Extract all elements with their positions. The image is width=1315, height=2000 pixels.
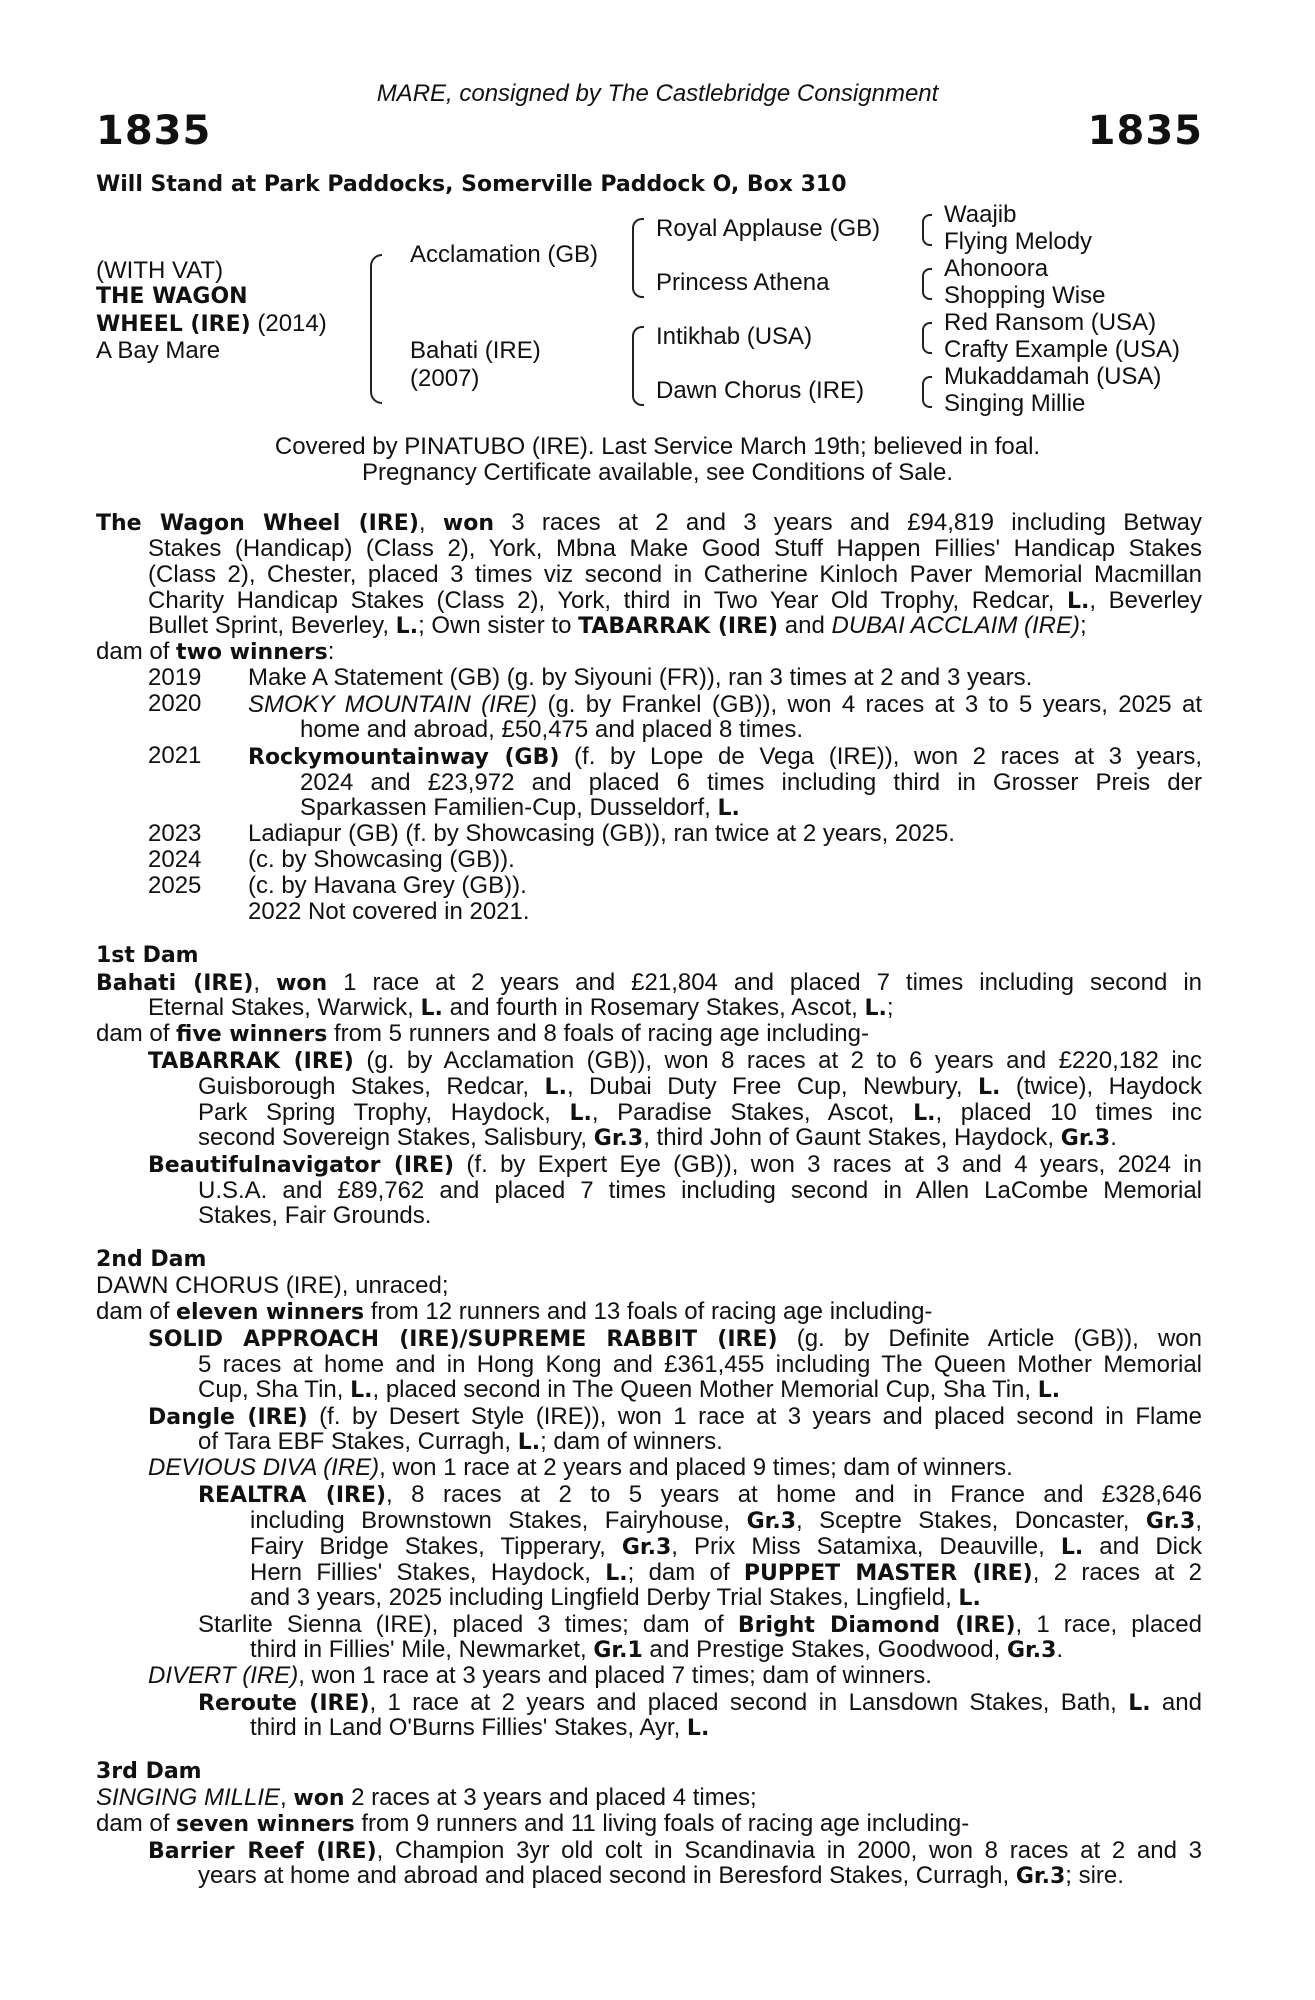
brace-g3-2	[922, 268, 932, 300]
produce-entry: SMOKY MOUNTAIN (IRE) (g. by Frankel (GB)), won 4 races at 3 to 5 years, 2025 at	[248, 691, 1202, 718]
produce-entry: Rockymountainway (GB) (f. by Lope de Vega (IRE)), won 2 races at 3 years,	[248, 743, 1202, 770]
brace-gen1	[370, 254, 382, 404]
horse-name-line1: THE WAGON	[96, 284, 248, 309]
gen3-1: Waajib	[944, 201, 1017, 228]
horse-description: A Bay Mare	[96, 337, 221, 364]
gen3-7: Mukaddamah (USA)	[944, 363, 1162, 390]
first-dam-heading: 1st Dam	[96, 943, 199, 968]
produce-entry: Ladiapur (GB) (f. by Showcasing (GB)), ran twice at 2 years, 2025.	[248, 820, 955, 847]
brace-g3-4	[922, 376, 932, 408]
gen2-sire-dam: Princess Athena	[656, 269, 830, 296]
sire-name: Acclamation (GB)	[410, 241, 599, 268]
subtitle: MARE, consigned by The Castlebridge Consignment	[376, 80, 939, 107]
horse-name-line2: WHEEL (IRE)	[96, 312, 251, 337]
produce-year: 2020	[148, 690, 202, 717]
produce-entry: (c. by Havana Grey (GB)).	[248, 872, 527, 899]
lot-number-right: 1835	[1087, 108, 1203, 154]
vat-note: (WITH VAT)	[96, 257, 224, 284]
horse-name-line2-row	[96, 311, 327, 338]
dam-name: Bahati (IRE)	[410, 337, 541, 364]
brace-dam	[632, 326, 644, 406]
produce-entry: (c. by Showcasing (GB)).	[248, 846, 515, 873]
brace-sire	[632, 218, 644, 298]
third-dam-heading: 3rd Dam	[96, 1759, 202, 1784]
gen3-8: Singing Millie	[944, 390, 1086, 417]
gen3-6: Crafty Example (USA)	[944, 336, 1181, 363]
gen3-5: Red Ransom (USA)	[944, 309, 1157, 336]
gen3-2: Flying Melody	[944, 228, 1093, 255]
gen2-sire-sire: Royal Applause (GB)	[656, 215, 881, 242]
stand-location: Will Stand at Park Paddocks, Somerville Paddock O, Box 310	[96, 172, 847, 197]
gen3-3: Ahonoora	[944, 255, 1049, 282]
brace-g3-1	[922, 214, 932, 246]
produce-year: 2025	[148, 872, 202, 899]
lot-number-left: 1835	[96, 108, 212, 154]
produce-entry: Make A Statement (GB) (g. by Siyouni (FR)), ran 3 times at 2 and 3 years.	[248, 664, 1033, 691]
brace-g3-3	[922, 322, 932, 354]
produce-note: 2022 Not covered in 2021.	[248, 898, 530, 925]
gen3-4: Shopping Wise	[944, 282, 1106, 309]
second-dam-heading: 2nd Dam	[96, 1247, 207, 1272]
horse-year: (2014)	[257, 310, 327, 337]
gen2-dam-dam: Dawn Chorus (IRE)	[656, 377, 865, 404]
covering-line2: Pregnancy Certificate available, see Conditions of Sale.	[362, 459, 953, 486]
dam-year: (2007)	[410, 365, 480, 392]
produce-year: 2019	[148, 664, 202, 691]
produce-year: 2021	[148, 742, 202, 769]
covering-line1: Covered by PINATUBO (IRE). Last Service March 19th; believed in foal.	[274, 433, 1041, 460]
produce-year: 2024	[148, 846, 202, 873]
gen2-dam-sire: Intikhab (USA)	[656, 323, 813, 350]
produce-year: 2023	[148, 820, 202, 847]
